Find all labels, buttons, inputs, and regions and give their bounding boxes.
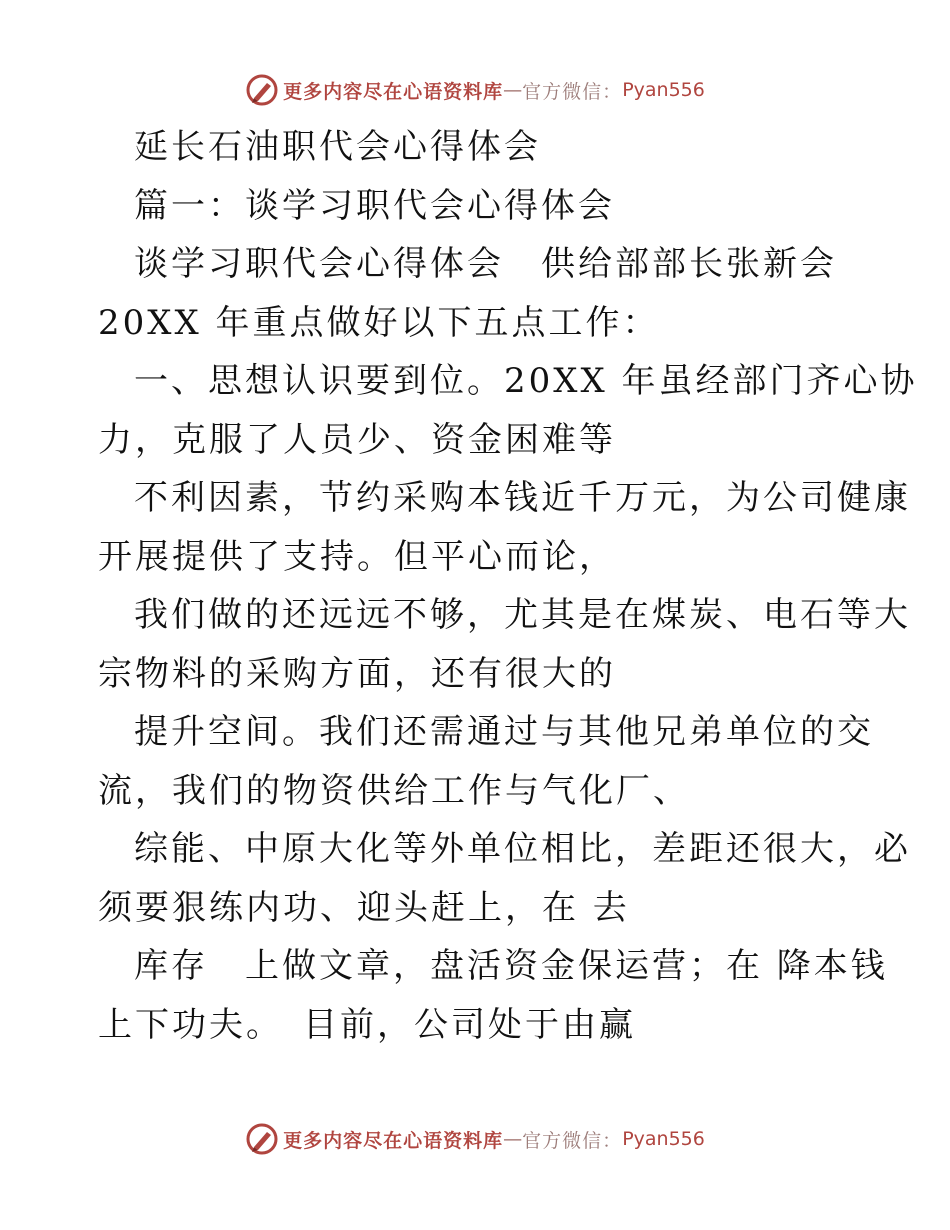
watermark-contact-label: 官方微信：: [522, 1129, 623, 1152]
text-line: 20XX 年重点做好以下五点工作：: [98, 302, 660, 343]
text-line: 须要狠练内功、迎头赶上，在 去: [98, 887, 630, 928]
watermark-brand: 更多内容尽在心语资料库: [283, 1129, 504, 1152]
text-line: 开展提供了支持。但平心而论，: [98, 536, 616, 577]
text-line: 提升空间。我们还需通过与其他兄弟单位的交: [134, 712, 874, 752]
text-line: 篇一：谈学习职代会心得体会: [134, 185, 615, 226]
text-line: 不利因素，节约采购本钱近千万元，为公司健康: [134, 478, 911, 518]
text-line: 力，克服了人员少、资金困难等: [98, 419, 616, 460]
watermark-contact-id: Pyan556: [622, 79, 705, 101]
watermark-brand: 更多内容尽在心语资料库: [283, 80, 504, 103]
footer-watermark: [0, 1119, 950, 1159]
pen-logo-icon: [245, 1122, 279, 1156]
text-line: 谈学习职代会心得体会 供给部部长张新会: [134, 244, 837, 284]
text-line: 宗物料的采购方面，还有很大的: [98, 653, 616, 694]
text-line: 综能、中原大化等外单位相比，差距还很大，必: [134, 829, 911, 869]
document-body: [98, 118, 918, 1054]
watermark-contact-label: 官方微信：: [522, 80, 623, 103]
watermark-dash: —: [503, 79, 523, 101]
text-line: 流，我们的物资供给工作与气化厂、: [98, 770, 690, 811]
text-line: 上下功夫。 目前，公司处于由赢: [98, 1004, 636, 1045]
text-line: 延长石油职代会心得体会: [134, 127, 541, 167]
watermark-dash: —: [503, 1128, 523, 1150]
text-line: 我们做的还远远不够，尤其是在煤炭、电石等大: [134, 595, 911, 635]
text-line: 一、思想认识要到位。20XX 年虽经部门齐心协: [134, 361, 918, 401]
watermark-contact-id: Pyan556: [622, 1128, 705, 1150]
header-watermark: [0, 70, 950, 110]
pen-logo-icon: [245, 73, 279, 107]
text-line: 库存 上做文章，盘活资金保运营；在 降本钱: [134, 946, 888, 986]
